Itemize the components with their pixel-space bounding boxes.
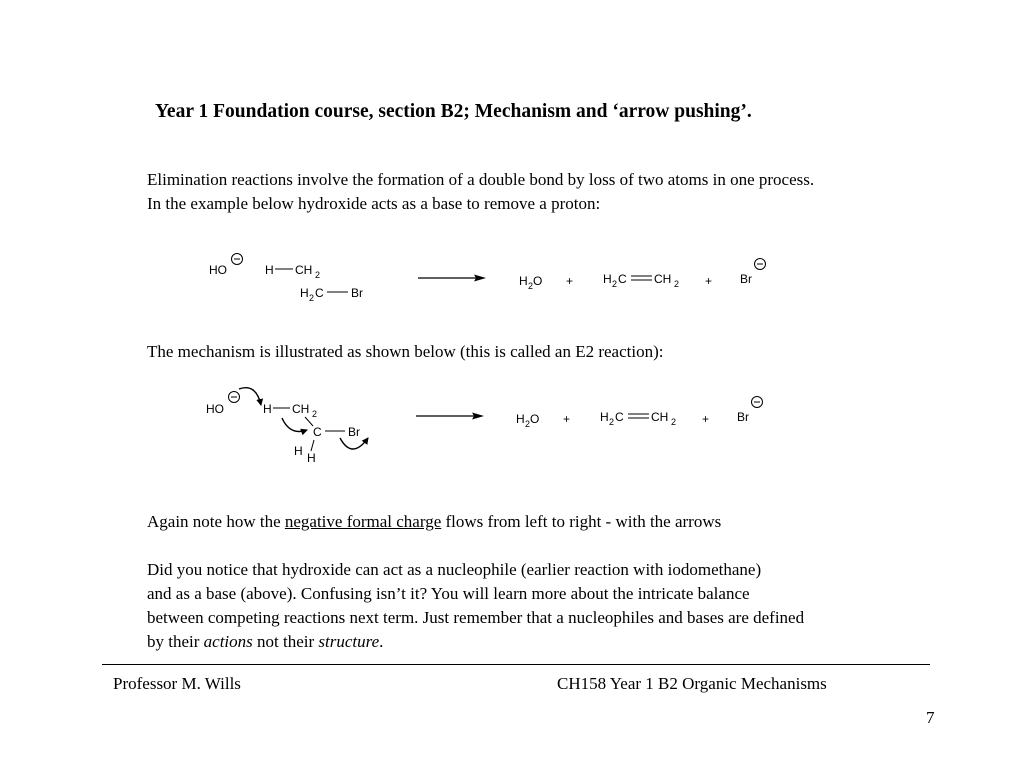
paragraph-line: and as a base (above). Confusing isn’t it? You will learn more about the intricate balance	[147, 584, 750, 603]
svg-text:H: H	[603, 272, 612, 286]
charge-flow-note: Again note how the negative formal charge flows from left to right - with the arrows	[147, 512, 722, 531]
svg-text:O: O	[533, 274, 543, 288]
svg-text:Br: Br	[348, 425, 360, 439]
svg-text:2: 2	[609, 417, 615, 427]
paragraph-line: by their actions not their structure.	[147, 632, 384, 651]
svg-text:H: H	[265, 263, 274, 277]
svg-text:H: H	[300, 286, 309, 300]
footer-course: CH158 Year 1 B2 Organic Mechanisms	[557, 674, 827, 693]
substrate	[265, 263, 363, 303]
water-product	[516, 412, 539, 429]
bromide-product	[737, 397, 763, 425]
substrate	[263, 402, 360, 465]
plus-sign: +	[705, 274, 713, 288]
svg-text:H: H	[516, 412, 525, 426]
svg-text:H: H	[600, 410, 609, 424]
plus-sign: +	[702, 412, 710, 426]
paragraph-line: between competing reactions next term. Just remember that a nucleophiles and bases are defined	[147, 608, 805, 627]
intro-line-2: In the example below hydroxide acts as a base to remove a proton:	[147, 194, 601, 213]
plus-sign: +	[566, 274, 574, 288]
svg-text:2: 2	[309, 293, 315, 303]
page-number: 7	[926, 708, 935, 727]
e2-mechanism-scheme	[0, 380, 1024, 470]
svg-text:Br: Br	[351, 286, 363, 300]
ethene-product	[603, 272, 679, 289]
svg-text:CH: CH	[292, 402, 310, 416]
svg-text:H: H	[307, 451, 316, 465]
reaction-arrow	[416, 413, 484, 420]
svg-text:C: C	[615, 410, 624, 424]
svg-text:HO: HO	[206, 402, 224, 416]
svg-text:HO: HO	[209, 263, 227, 277]
hydroxide	[209, 254, 243, 278]
svg-text:Br: Br	[740, 272, 752, 286]
svg-text:2: 2	[674, 279, 680, 289]
nucleophile-base-paragraph	[147, 558, 804, 654]
svg-text:C: C	[313, 425, 322, 439]
footer-author: Professor M. Wills	[113, 674, 241, 693]
curly-arrow-icon	[340, 438, 368, 449]
underlined-term: negative formal charge	[284, 512, 442, 531]
svg-text:2: 2	[671, 417, 677, 427]
elimination-reaction-scheme	[0, 240, 1024, 310]
svg-text:2: 2	[315, 270, 321, 280]
svg-text:H: H	[519, 274, 528, 288]
reaction-arrow	[418, 275, 486, 282]
paragraph-line: Did you notice that hydroxide can act as a nucleophile (earlier reaction with iodomethane)	[147, 560, 762, 579]
svg-text:2: 2	[312, 409, 318, 419]
curly-arrow-icon	[282, 418, 307, 432]
svg-text:Br: Br	[737, 410, 749, 424]
svg-text:H: H	[263, 402, 272, 416]
water-product	[519, 274, 542, 291]
plus-sign: +	[563, 412, 571, 426]
svg-text:C: C	[315, 286, 324, 300]
hydroxide	[206, 392, 240, 417]
svg-text:O: O	[530, 412, 540, 426]
curly-arrow-icon	[239, 388, 261, 405]
svg-text:CH: CH	[295, 263, 313, 277]
intro-text	[147, 168, 814, 216]
svg-text:2: 2	[612, 279, 618, 289]
mechanism-caption: The mechanism is illustrated as shown below (this is called an E2 reaction):	[147, 342, 664, 361]
ethene-product	[600, 410, 676, 427]
svg-text:2: 2	[525, 419, 531, 429]
footer-divider	[102, 664, 930, 665]
svg-text:C: C	[618, 272, 627, 286]
bromide-product	[740, 259, 766, 287]
svg-text:H: H	[294, 444, 303, 458]
intro-line-1: Elimination reactions involve the formation of a double bond by loss of two atoms in one process.	[147, 170, 815, 189]
svg-text:CH: CH	[651, 410, 669, 424]
svg-text:2: 2	[528, 281, 534, 291]
slide-title: Year 1 Foundation course, section B2; Mechanism and ‘arrow pushing’.	[155, 101, 752, 122]
svg-text:CH: CH	[654, 272, 672, 286]
